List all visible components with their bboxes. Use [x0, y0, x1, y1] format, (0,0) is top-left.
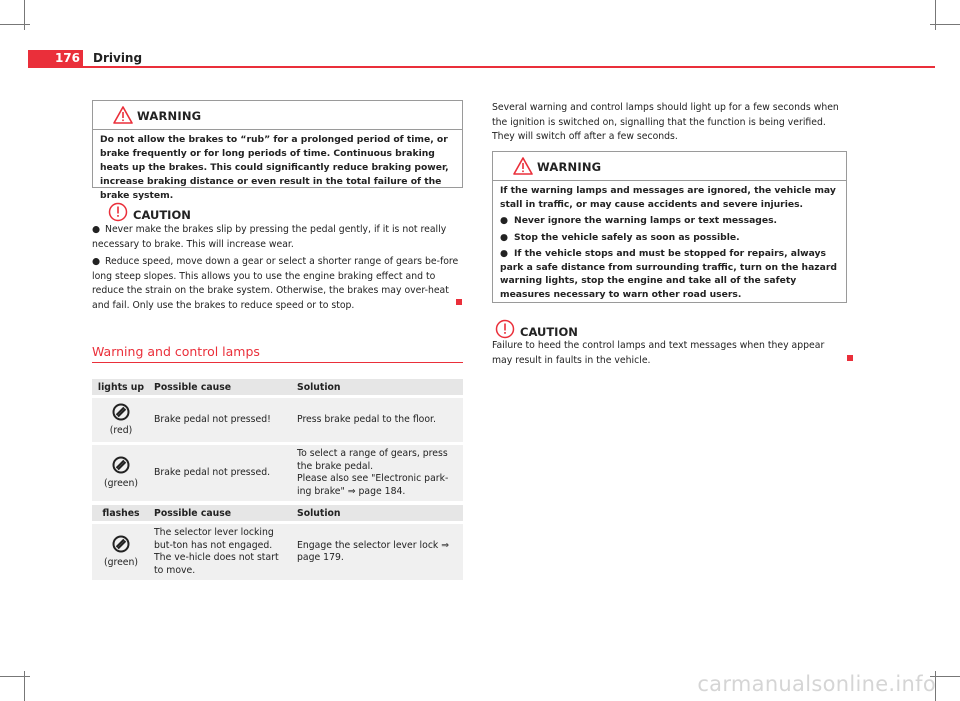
list-item: ● Reduce speed, move down a gear or select a shorter range of gears be-fore long steep slopes. This allows you to use the engine braking effect and to reduce the strain on the brake system. Otherwise, the brakes may over-heat and fail. Only use the brakes to reduce speed or to stop.	[92, 256, 459, 311]
header-divider	[28, 66, 935, 68]
crop-mark	[0, 24, 30, 25]
lamp-color: (green)	[103, 557, 139, 568]
warning-box	[492, 151, 847, 303]
table-header: Possible cause	[150, 379, 293, 397]
caution-heading	[495, 319, 615, 339]
brake-pedal-icon	[112, 456, 130, 474]
lamp-color: (red)	[109, 425, 133, 436]
caution-text: Failure to heed the control lamps and text messages when they appear may result in faults in the vehicle.	[492, 340, 825, 366]
table-row	[92, 397, 463, 444]
table-cell: Press brake pedal to the floor.	[293, 397, 463, 444]
table-header: lights up	[92, 379, 150, 397]
lamps-table-flashes	[92, 505, 463, 580]
table-header: Solution	[293, 379, 463, 397]
end-mark	[847, 355, 853, 361]
page-number: 176	[28, 50, 83, 66]
table-header: Solution	[293, 505, 463, 523]
caution-heading	[108, 202, 228, 222]
table-cell: The selector lever locking but-ton has not engaged. The ve-hicle does not start to move.	[150, 523, 293, 581]
caution-icon	[108, 202, 128, 222]
caution-text	[92, 223, 464, 316]
warning-triangle-icon	[513, 157, 533, 175]
brake-pedal-icon	[112, 535, 130, 553]
warning-text: If the warning lamps and messages are ignored, the vehicle may stall in traffic, or may cause accidents and severe injuries. ● Never ignore the warning lamps or text messages. ● Stop the vehicle safely as soon as possible. ● If the vehicle stops and must be stopped for repairs, always park a safe distance from surrounding traffic, turn on the hazard warning lights, stop the engine and take all of the safety measures necessary to warn other road users.	[493, 181, 846, 305]
warning-header	[493, 152, 846, 181]
table-row	[92, 523, 463, 581]
table-header: flashes	[92, 505, 150, 523]
section-divider	[92, 362, 463, 363]
table-cell: Brake pedal not pressed!	[150, 397, 293, 444]
list-item: ● Stop the vehicle safely as soon as possible.	[500, 231, 740, 243]
warning-box	[92, 100, 463, 201]
caution-label: CAUTION	[133, 208, 191, 222]
page-title: Driving	[93, 51, 143, 65]
end-mark	[456, 299, 462, 305]
list-item: ● Never ignore the warning lamps or text messages.	[500, 215, 778, 226]
crop-mark	[935, 0, 936, 30]
table-cell: Brake pedal not pressed.	[150, 444, 293, 502]
lamps-table-lights-up	[92, 379, 463, 501]
crop-mark	[930, 24, 960, 25]
list-item: ● If the vehicle stops and must be stopped for repairs, always park a safe distance from surrounding traffic, turn on the hazard warning lights, stop the engine and take all of the safety measures necessary to warn other road users.	[500, 248, 837, 300]
caution-label: CAUTION	[520, 325, 578, 339]
warning-header	[93, 101, 462, 130]
crop-mark	[24, 0, 25, 30]
caution-icon	[495, 319, 515, 339]
list-item: ● Never make the brakes slip by pressing the pedal gently, if it is not really necessary to brake. This will increase wear.	[92, 224, 447, 250]
table-cell: To select a range of gears, press the brake pedal. Please also see "Electronic park-ing brake" ⇒ page 184.	[293, 444, 463, 502]
warning-text: Do not allow the brakes to “rub” for a prolonged period of time, or brake frequently or for long periods of time. Continuous braking heats up the brakes. This could significantly reduce braking power, increase braking distance or even result in the total failure of the brake system.	[100, 134, 449, 201]
brake-pedal-icon	[112, 403, 130, 421]
table-cell: Engage the selector lever lock ⇒ page 179.	[293, 523, 463, 581]
table-header: Possible cause	[150, 505, 293, 523]
warning-label: WARNING	[537, 160, 602, 174]
crop-mark	[0, 676, 30, 677]
warning-triangle-icon	[113, 106, 133, 124]
watermark: carmanualsonline.info	[697, 672, 936, 696]
lamp-color: (green)	[103, 478, 139, 489]
intro-paragraph: Several warning and control lamps should light up for a few seconds when the ignition is switched on, signalling that the function is being verified. They will switch off after a few seconds.	[492, 102, 839, 142]
table-row	[92, 444, 463, 502]
warning-label: WARNING	[137, 109, 202, 123]
section-title: Warning and control lamps	[92, 344, 260, 359]
